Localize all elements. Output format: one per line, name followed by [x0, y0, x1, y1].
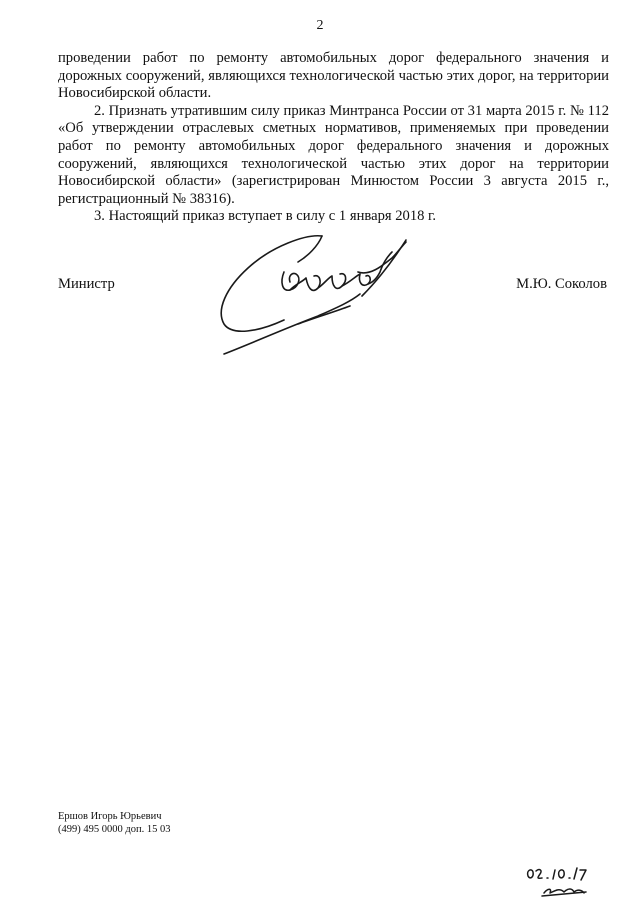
paragraph-item-3: 3. Настоящий приказ вступает в силу с 1 января 2018 г.: [94, 208, 437, 225]
handwritten-signature: [210, 232, 425, 360]
signer-position: Министр: [58, 276, 115, 292]
handwritten-date-note: [522, 862, 602, 900]
signer-name: М.Ю. Соколов: [516, 276, 607, 292]
paragraph-continuation: проведении работ по ремонту автомобильных дорог федерального значения и дорожных сооружений, являющихся технологической частью этих дорог, на территории Новосибирской области.: [58, 50, 609, 102]
paragraph-item-2: 2. Признать утратившим силу приказ Минтранса России от 31 марта 2015 г. № 112 «Об утверждении отраслевых сметных нормативов, применяемых при проведении работ по ремонту автомобильных дорог федерального значения и дорожных сооружений, являющихся технологической частью этих дорог на территории Новосибирской области» (зарегистрирован Минюстом России 3 августа 2015 г., регистрационный № 38316).: [58, 102, 609, 207]
executor-phone: (499) 495 0000 доп. 15 03: [58, 824, 171, 835]
document-body: [58, 50, 609, 226]
executor-info: [58, 810, 170, 836]
executor-name: Ершов Игорь Юрьевич: [58, 811, 162, 822]
page-number: 2: [316, 18, 324, 33]
